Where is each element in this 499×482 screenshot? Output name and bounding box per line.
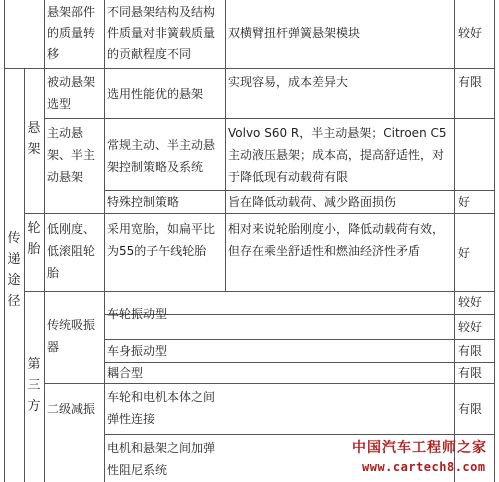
transmission-path-label: 传递途径: [7, 231, 21, 309]
tire-group-label: 轮胎: [27, 221, 41, 257]
row-line: [4, 68, 495, 69]
cell-category: 悬架部件的质量转移: [47, 5, 96, 61]
cell-category: 二级减振: [47, 402, 96, 416]
row-line: [104, 434, 495, 435]
watermark-title: 中国汽车工程师之家: [352, 440, 487, 456]
cell-rating: 有限: [458, 344, 483, 358]
table-border-left: [4, 0, 5, 482]
row-line: [104, 362, 495, 363]
col-divider-4: [225, 0, 226, 291]
cell-description: 相对来说轮胎刚度小，降低动载荷有效，但存在乘坐舒适性和燃油经济性矛盾: [228, 222, 445, 258]
cell-category: 传统吸振器: [47, 318, 96, 354]
cell-strategy: 车轮和电机本体之间弹性连接: [107, 390, 216, 426]
third-party-group-label: 第三方: [27, 357, 41, 414]
cell-description: 双横臂扭杆弹簧悬架模块: [228, 26, 361, 40]
cell-strategy: 不同悬架结构及结构件质量对非簧载质量的贡献程度不同: [107, 5, 216, 61]
col-divider-5: [454, 0, 455, 482]
row-line: [24, 213, 495, 214]
cell-strategy: 耦合型: [107, 366, 144, 380]
watermark-url: www.cartech8.com: [362, 460, 486, 474]
cell-strategy: 选用性能优的悬架: [107, 87, 204, 101]
cell-strategy: 车身振动型: [107, 344, 168, 358]
table-border-right: [494, 0, 495, 482]
cell-description: 实现容易，成本差异大: [228, 75, 349, 89]
col-divider-2: [44, 0, 45, 482]
cell-rating: 好: [458, 246, 471, 260]
cell-rating: 较好: [458, 320, 483, 334]
cell-rating: 较好: [458, 295, 483, 309]
cell-strategy: 车轮振动型: [107, 307, 168, 321]
cell-strategy: 常规主动、半主动悬架控制策略及系统: [107, 138, 216, 174]
cell-description: 旨在降低动载荷、减少路面损伤: [228, 195, 397, 209]
cell-rating: 有限: [458, 366, 483, 380]
col-divider-3: [104, 0, 105, 482]
cell-strategy: 采用宽胎，如扁平比为55的子午线轮胎: [107, 222, 216, 258]
cell-category: 主动悬架、半主动悬架: [47, 126, 96, 184]
cell-rating: 有限: [458, 75, 483, 89]
row-line: [24, 291, 495, 292]
cell-rating: 好: [458, 195, 471, 209]
col-divider-1: [24, 68, 25, 482]
cell-strategy: 特殊控制策略: [107, 195, 180, 209]
cell-rating: 有限: [458, 402, 483, 416]
row-line: [44, 118, 495, 119]
cell-category: 被动悬架选型: [47, 75, 96, 111]
cell-rating: 较好: [458, 26, 483, 40]
suspension-group-label: 悬架: [27, 121, 41, 157]
cell-description: Volvo S60 R，半主动悬架；Citroen C5主动液压悬架；成本高，提高舒适性，对于降低现有动载荷有限: [228, 126, 447, 184]
cell-category: 低刚度、低滚阻轮胎: [47, 222, 96, 280]
cell-strategy: 电机和悬架之间加弹性阻尼系统: [107, 441, 216, 477]
